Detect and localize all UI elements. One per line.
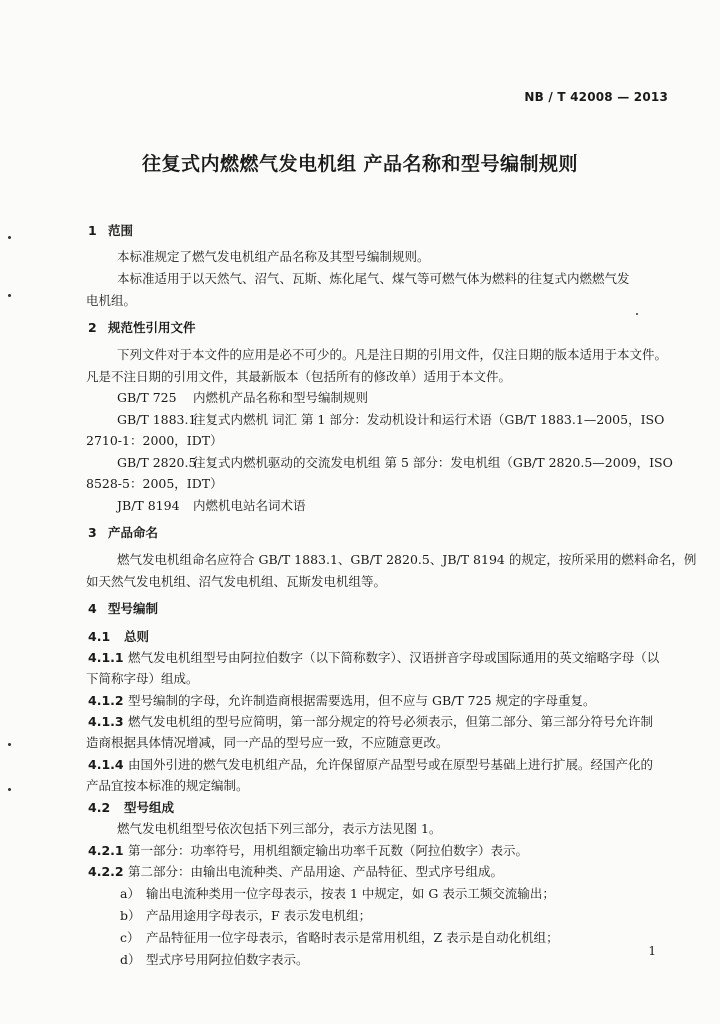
section-heading: 4 型号编制 — [88, 601, 159, 616]
paragraph: 燃气发电机组型号依次包括下列三部分，表示方法见图 1。 — [117, 821, 442, 836]
paragraph: 下列文件对于本文件的应用是必不可少的。凡是注日期的引用文件，仅注日期的版本适用于本文件。 — [117, 347, 668, 362]
list-item: a） 输出电流种类用一位字母表示，按表 1 中规定，如 G 表示工频交流输出； — [120, 886, 555, 901]
scan-mark — [8, 236, 11, 239]
clause-cont: 产品宜按本标准的规定编制。 — [86, 778, 249, 793]
document-title: 往复式内燃燃气发电机组 产品名称和型号编制规则 — [141, 153, 579, 175]
paragraph-cont: 凡是不注日期的引用文件，其最新版本（包括所有的修改单）适用于本文件。 — [86, 369, 512, 384]
scan-mark — [8, 788, 11, 791]
section-heading: 2 规范性引用文件 — [88, 320, 196, 335]
section-heading: 1 范围 — [88, 223, 134, 238]
reference-cont: 2710-1：2000，IDT） — [86, 433, 223, 448]
subsection-heading: 4.1 总则 — [88, 629, 150, 644]
clause-cont: 下简称字母）组成。 — [86, 671, 199, 686]
scan-mark — [8, 743, 11, 746]
paragraph: 本标准规定了燃气发电机组产品名称及其型号编制规则。 — [117, 249, 430, 264]
list-item: d） 型式序号用阿拉伯数字表示。 — [120, 952, 309, 967]
section-heading: 3 产品命名 — [88, 525, 159, 540]
clause: 4.1.2 型号编制的字母，允许制造商根据需要选用，但不应与 GB/T 725 规定的字母重复。 — [88, 693, 596, 708]
page-number: 1 — [648, 944, 656, 958]
clause: 4.1.1 燃气发电机组型号由阿拉伯数字（以下简称数字）、汉语拼音字母或国际通用的英文缩略字母（以 — [88, 650, 660, 665]
clause: 4.1.4 由国外引进的燃气发电机组产品，允许保留原产品型号或在原型号基础上进行扩展。经国产化的 — [88, 757, 654, 772]
scan-mark — [636, 313, 638, 315]
paragraph: 燃气发电机组命名应符合 GB/T 1883.1、GB/T 2820.5、JB/T 8194 的规定，按所采用的燃料命名，例 — [117, 552, 697, 567]
subsection-heading: 4.2 型号组成 — [88, 800, 175, 815]
reference-cont: 8528-5：2005，IDT） — [86, 476, 223, 491]
list-item: c） 产品特征用一位字母表示，省略时表示是常用机组，Z 表示是自动化机组； — [120, 930, 559, 945]
reference-item: JB/T 8194 内燃机电站名词术语 — [117, 498, 306, 513]
reference-item: GB/T 725 内燃机产品名称和型号编制规则 — [117, 390, 369, 405]
scan-mark — [8, 294, 11, 297]
clause: 4.1.3 燃气发电机组的型号应简明，第一部分规定的符号必须表示，但第二部分、第三部分符号允许制 — [88, 714, 654, 729]
paragraph-cont: 电机组。 — [86, 293, 137, 308]
list-item: b） 产品用途用字母表示，F 表示发电机组； — [120, 908, 372, 923]
reference-item: GB/T 1883.1往复式内燃机 词汇 第 1 部分：发动机设计和运行术语（GB/T 1883.1—2005，ISO — [117, 412, 665, 427]
reference-item: GB/T 2820.5往复式内燃机驱动的交流发电机组 第 5 部分：发电机组（GB/T 2820.5—2009，ISO — [117, 455, 673, 470]
paragraph-cont: 如天然气发电机组、沼气发电机组、瓦斯发电机组等。 — [86, 574, 387, 589]
clause: 4.2.1 第一部分：功率符号，用机组额定输出功率千瓦数（阿拉伯数字）表示。 — [88, 843, 529, 858]
paragraph: 本标准适用于以天然气、沼气、瓦斯、炼化尾气、煤气等可燃气体为燃料的往复式内燃燃气发 — [117, 271, 630, 286]
clause: 4.2.2 第二部分：由输出电流种类、产品用途、产品特征、型式序号组成。 — [88, 864, 504, 879]
clause-cont: 造商根据具体情况增减，同一产品的型号应一致，不应随意更改。 — [86, 735, 449, 750]
standard-number: NB / T 42008 — 2013 — [524, 90, 668, 104]
